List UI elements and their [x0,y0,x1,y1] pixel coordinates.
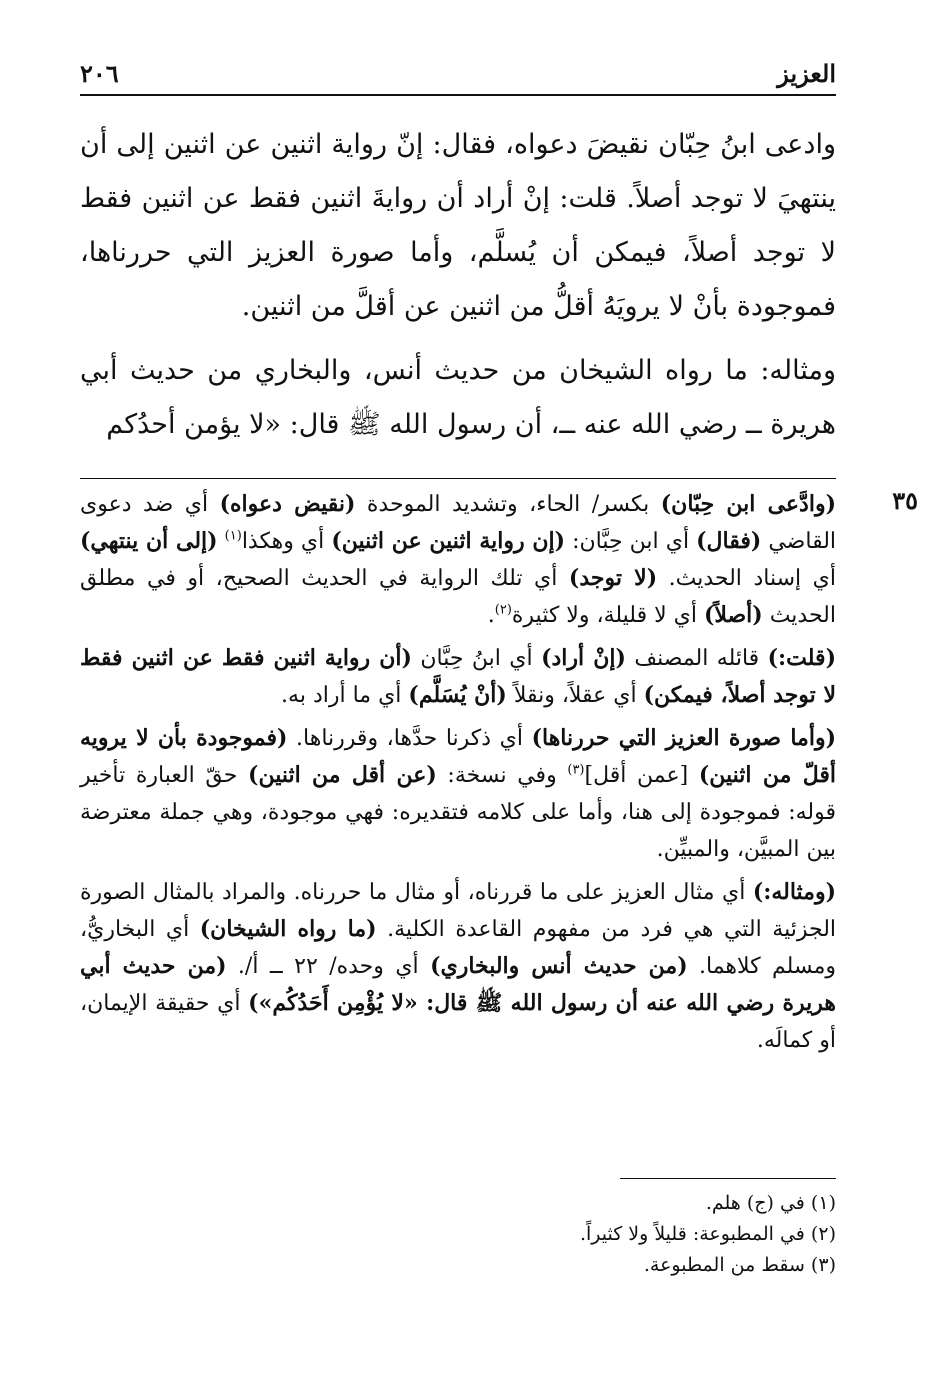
footnote: (٢) في المطبوعة: قليلاً ولا كثيراً. [579,1223,836,1245]
commentary-text: أي ضد دعوى القاضي [80,492,837,554]
quoted-matn: (ما رواه الشيخان) [199,916,377,942]
commentary-text: قائله المصنف [625,646,768,671]
quoted-matn: (من حديث أنس والبخاري) [430,953,688,979]
page-header [80,56,836,90]
commentary-text: أي تلك الرواية في الحديث الصحيح، أو في مطلق الحديث [80,566,836,628]
quoted-matn: (قلت:) [767,645,836,671]
quoted-matn: (فقال) [696,528,762,554]
commentary-text: وفي نسخة: [436,763,568,788]
commentary-text: أي ابنُ حِبَّان [411,646,542,671]
commentary-text: أي لا قليلة، ولا كثيرة [511,603,704,628]
page-number: ٢٠٦ [80,58,119,88]
quoted-matn: (من حديث أبي هريرة رضي الله عنه أن رسول الله ﷺ قال: «لا يُؤْمِن أَحَدُكُم») [80,953,836,1016]
main-text [80,118,836,462]
commentary-text: أي ابن حِبَّان: [565,529,697,554]
commentary-paragraph [80,874,836,1059]
commentary-text: [عمن أقل] [584,763,699,788]
footnotes [80,1188,836,1281]
commentary-text: أي مثال العزيز على ما قررناه، أو مثال ما حررناه. والمراد بالمثال الصورة الجزئية التي هي فرد من مفهوم القاعدة الكلية. [80,880,837,942]
running-title: العزيز [777,58,836,88]
section-divider [80,478,836,479]
quoted-matn: (نقيض دعواه) [219,491,356,517]
commentary-text: أي وحده/ ٢٢ ــ أ/. [226,954,431,979]
quoted-matn: (إنْ أراد) [541,645,626,671]
main-paragraph: ومثاله: ما رواه الشيخان من حديث أنس، والبخاري من حديث أبي هريرة ــ رضي الله عنه ــ، أن رسول الله ﷺ قال: «لا يؤمن أحدُكم [80,355,836,440]
commentary-text: أي وهكذا [241,529,332,554]
quoted-matn: (عن أقل من اثنين) [248,762,437,788]
quoted-matn: (إلى أن ينتهي) [80,528,218,554]
margin-number: ٣٥ [892,486,918,515]
commentary-text: أي عقلاً، ونقلاً [506,683,644,708]
commentary-text: . [487,603,495,628]
commentary [80,486,836,1065]
quoted-matn: (إن رواية اثنين عن اثنين) [331,528,566,554]
footnote: (١) في (ج) هلم. [705,1192,836,1214]
quoted-matn: (أن رواية اثنين فقط عن اثنين فقط لا توجد أصلاً، فيمكن) [80,645,836,708]
quoted-matn: (وادَّعى ابن حِبّان) [660,491,837,517]
footnote-marker: (٣) [567,762,585,778]
commentary-text: أي إسناد الحديث. [657,566,837,591]
main-paragraph: وادعى ابنُ حِبّان نقيضَ دعواه، فقال: إنّ رواية اثنين عن اثنين إلى أن ينتهيَ لا توجد أصلاً. قلت: إنْ أراد أن روايةَ اثنين فقط عن اثنين فقط لا توجد أصلاً، فيمكن أن يُسلَّم، وأما صورة العزيز التي حررناها، فموجودة بأنْ لا يرويَهُ أقلُّ من اثنين عن أقلَّ من اثنين. [80,129,836,322]
quoted-matn: (لا توجد) [568,565,658,591]
quoted-matn: (وأما صورة العزيز التي حررناها) [531,725,836,751]
commentary-text: أي البخاريُّ، ومسلم كلاهما. [80,917,836,979]
commentary-text: حقّ العبارة تأخير قوله: فموجودة إلى هنا، وأما على كلامه فتقديره: فهي موجودة، وهي جملة معترضة بين المبيَّن، والمبيِّن. [80,763,836,862]
footnote-marker: (٢) [494,602,512,618]
quoted-matn: (أصلاً) [703,602,763,628]
commentary-text: أي ما أراد به. [281,683,409,708]
quoted-matn: (أنْ يُسَلَّم) [408,682,507,708]
quoted-matn: (ومثاله:) [752,879,836,905]
commentary-paragraph [80,640,836,714]
footnote-rule [620,1178,836,1179]
footnote-marker: (١) [224,528,242,544]
commentary-text: بكسر/ الحاء، وتشديد الموحدة [355,492,661,517]
header-rule [80,94,836,96]
commentary-text [218,529,225,554]
footnote: (٣) سقط من المطبوعة. [643,1254,836,1276]
commentary-paragraph [80,486,836,634]
commentary-paragraph [80,720,836,868]
commentary-text: أي ذكرنا حدَّها، وقررناها. [287,726,532,751]
commentary-text: أي حقيقة الإيمان، أو كمالَه. [80,991,836,1053]
quoted-matn: (فموجودة بأن لا يرويه أقلّ من اثنين) [80,725,836,788]
